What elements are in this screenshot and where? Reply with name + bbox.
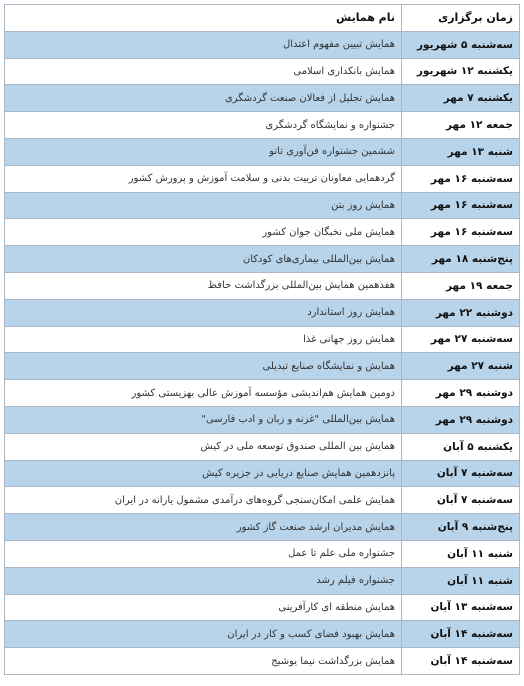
date-column-header: زمان برگزاری [402,5,520,32]
event-name-cell: همایش تبیین مفهوم اعتدال [5,31,402,58]
table-row [5,326,520,353]
table-row [5,460,520,487]
conference-schedule-container [4,4,519,675]
table-row [5,58,520,85]
event-date-cell: سه‌شنبه ۱۶ مهر [402,219,520,246]
table-row [5,112,520,139]
event-name-cell: همایش بانکداری اسلامی [5,58,402,85]
event-date-cell: دوشنبه ۲۹ مهر [402,406,520,433]
event-date-cell: جمعه ۱۹ مهر [402,272,520,299]
event-date-cell: پنج‌شنبه ۹ آبان [402,514,520,541]
event-name-cell: دومین همایش هم‌اندیشی مؤسسه آموزش عالی بهزیستی کشور [5,380,402,407]
event-date-cell: پنج‌شنبه ۱۸ مهر [402,246,520,273]
event-date-cell: سه‌شنبه ۱۳ آبان [402,594,520,621]
table-header [5,5,520,32]
event-date-cell: سه‌شنبه ۱۴ آبان [402,648,520,675]
table-row [5,219,520,246]
event-date-cell: شنبه ۱۳ مهر [402,138,520,165]
table-row [5,246,520,273]
event-name-cell: همایش روز استاندارد [5,299,402,326]
table-row [5,192,520,219]
table-row [5,380,520,407]
table-row [5,594,520,621]
event-date-cell: سه‌شنبه ۵ شهریور [402,31,520,58]
event-name-cell: همایش روز جهانی غذا [5,326,402,353]
table-body [5,31,520,674]
table-row [5,31,520,58]
table-row [5,540,520,567]
event-date-cell: سه‌شنبه ۱۶ مهر [402,165,520,192]
event-name-cell: پانزدهمین همایش صنایع دریایی در جزیره کیش [5,460,402,487]
event-name-cell: ششمین جشنواره فن‌آوری تاتو [5,138,402,165]
event-date-cell: شنبه ۱۱ آبان [402,567,520,594]
name-column-header: نام همایش [5,5,402,32]
event-date-cell: یکشنبه ۱۲ شهریور [402,58,520,85]
event-name-cell: همایش بین المللی صندوق توسعه ملی در کیش [5,433,402,460]
event-name-cell: همایش ملی نخبگان جوان کشور [5,219,402,246]
event-date-cell: شنبه ۲۷ مهر [402,353,520,380]
table-row [5,272,520,299]
event-date-cell: جمعه ۱۲ مهر [402,112,520,139]
table-row [5,433,520,460]
event-name-cell: همایش بین‌المللی "غزنه و زبان و ادب فارسی" [5,406,402,433]
table-row [5,165,520,192]
table-row [5,567,520,594]
table-row [5,621,520,648]
table-row [5,648,520,675]
event-date-cell: دوشنبه ۲۲ مهر [402,299,520,326]
event-date-cell: سه‌شنبه ۷ آبان [402,460,520,487]
event-date-cell: سه‌شنبه ۲۷ مهر [402,326,520,353]
event-name-cell: جشنواره و نمایشگاه گردشگری [5,112,402,139]
table-row [5,353,520,380]
event-name-cell: همایش و نمایشگاه صنایع تبدیلی [5,353,402,380]
event-date-cell: دوشنبه ۲۹ مهر [402,380,520,407]
event-name-cell: همایش بین‌المللی بیماری‌های کودکان [5,246,402,273]
event-name-cell: جشنواره فیلم رشد [5,567,402,594]
event-name-cell: همایش روز بتن [5,192,402,219]
table-row [5,299,520,326]
event-date-cell: سه‌شنبه ۷ آبان [402,487,520,514]
table-row [5,406,520,433]
table-row [5,138,520,165]
table-row [5,514,520,541]
table-row [5,85,520,112]
event-date-cell: یکشنبه ۷ مهر [402,85,520,112]
event-name-cell: همایش بهبود فضای کسب و کار در ایران [5,621,402,648]
event-date-cell: یکشنبه ۵ آبان [402,433,520,460]
event-name-cell: همایش منطقه ای کارآفرینی [5,594,402,621]
conference-schedule-table [4,4,520,675]
event-name-cell: گردهمایی معاونان تربیت بدنی و سلامت آموزش و پرورش کشور [5,165,402,192]
event-name-cell: همایش علمی امکان‌سنجی گروه‌های درآمدی مشمول یارانه در ایران [5,487,402,514]
header-row [5,5,520,32]
event-name-cell: همایش بزرگداشت نیما یوشیج [5,648,402,675]
event-name-cell: هفدهمین همایش بین‌المللی بزرگداشت حافظ [5,272,402,299]
event-date-cell: سه‌شنبه ۱۶ مهر [402,192,520,219]
event-name-cell: همایش مدیران ارشد صنعت گاز کشور [5,514,402,541]
table-row [5,487,520,514]
event-date-cell: شنبه ۱۱ آبان [402,540,520,567]
event-date-cell: سه‌شنبه ۱۴ آبان [402,621,520,648]
event-name-cell: همایش تجلیل از فعالان صنعت گردشگری [5,85,402,112]
event-name-cell: جشنواره ملی علم تا عمل [5,540,402,567]
